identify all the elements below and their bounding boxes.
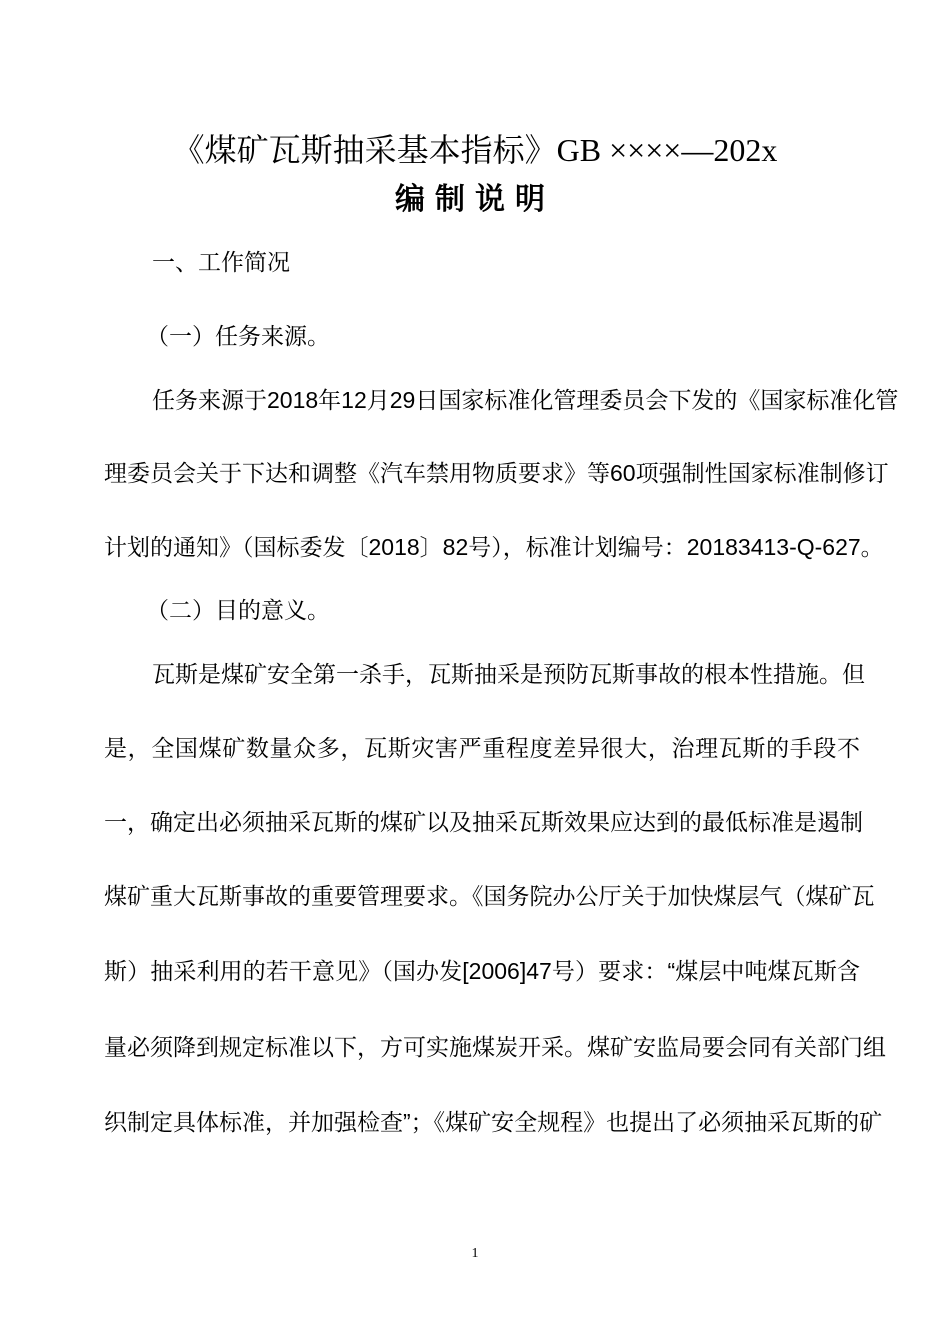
page-number: 1 xyxy=(471,1246,479,1261)
paragraph-line: 织制定具体标准，并加强检查”；《煤矿安全规程》也提出了必须抽采瓦斯的矿 xyxy=(104,1109,883,1135)
paragraph-line: 一，确定出必须抽采瓦斯的煤矿以及抽采瓦斯效果应达到的最低标准是遏制 xyxy=(104,809,863,835)
document-subtitle: 编制说明 xyxy=(395,183,555,216)
paragraph-line: 任务来源于2018年12月29日国家标准化管理委员会下发的《国家标准化管 xyxy=(152,387,899,413)
paragraph-line: 斯）抽采利用的若干意见》（国办发[2006]47号）要求：“煤层中吨煤瓦斯含 xyxy=(104,958,860,984)
section-heading: 一、工作简况 xyxy=(152,249,290,275)
paragraph-line: 是，全国煤矿数量众多，瓦斯灾害严重程度差异很大，治理瓦斯的手段不 xyxy=(104,735,860,761)
document-title: 《煤矿瓦斯抽采基本指标》GB ××××—202x xyxy=(172,132,778,168)
paragraph-line: 瓦斯是煤矿安全第一杀手，瓦斯抽采是预防瓦斯事故的根本性措施。但 xyxy=(152,661,865,687)
paragraph-line: 理委员会关于下达和调整《汽车禁用物质要求》等60项强制性国家标准制修订 xyxy=(104,460,889,486)
subsection-heading: （一）任务来源。 xyxy=(146,323,330,349)
paragraph-line: 煤矿重大瓦斯事故的重要管理要求。《国务院办公厅关于加快煤层气（煤矿瓦 xyxy=(104,883,875,909)
subsection-heading: （二）目的意义。 xyxy=(146,597,330,623)
paragraph-line: 量必须降到规定标准以下，方可实施煤炭开采。煤矿安监局要会同有关部门组 xyxy=(104,1034,886,1060)
paragraph-line: 计划的通知》（国标委发〔2018〕82号），标准计划编号：20183413-Q-627。 xyxy=(104,534,884,560)
